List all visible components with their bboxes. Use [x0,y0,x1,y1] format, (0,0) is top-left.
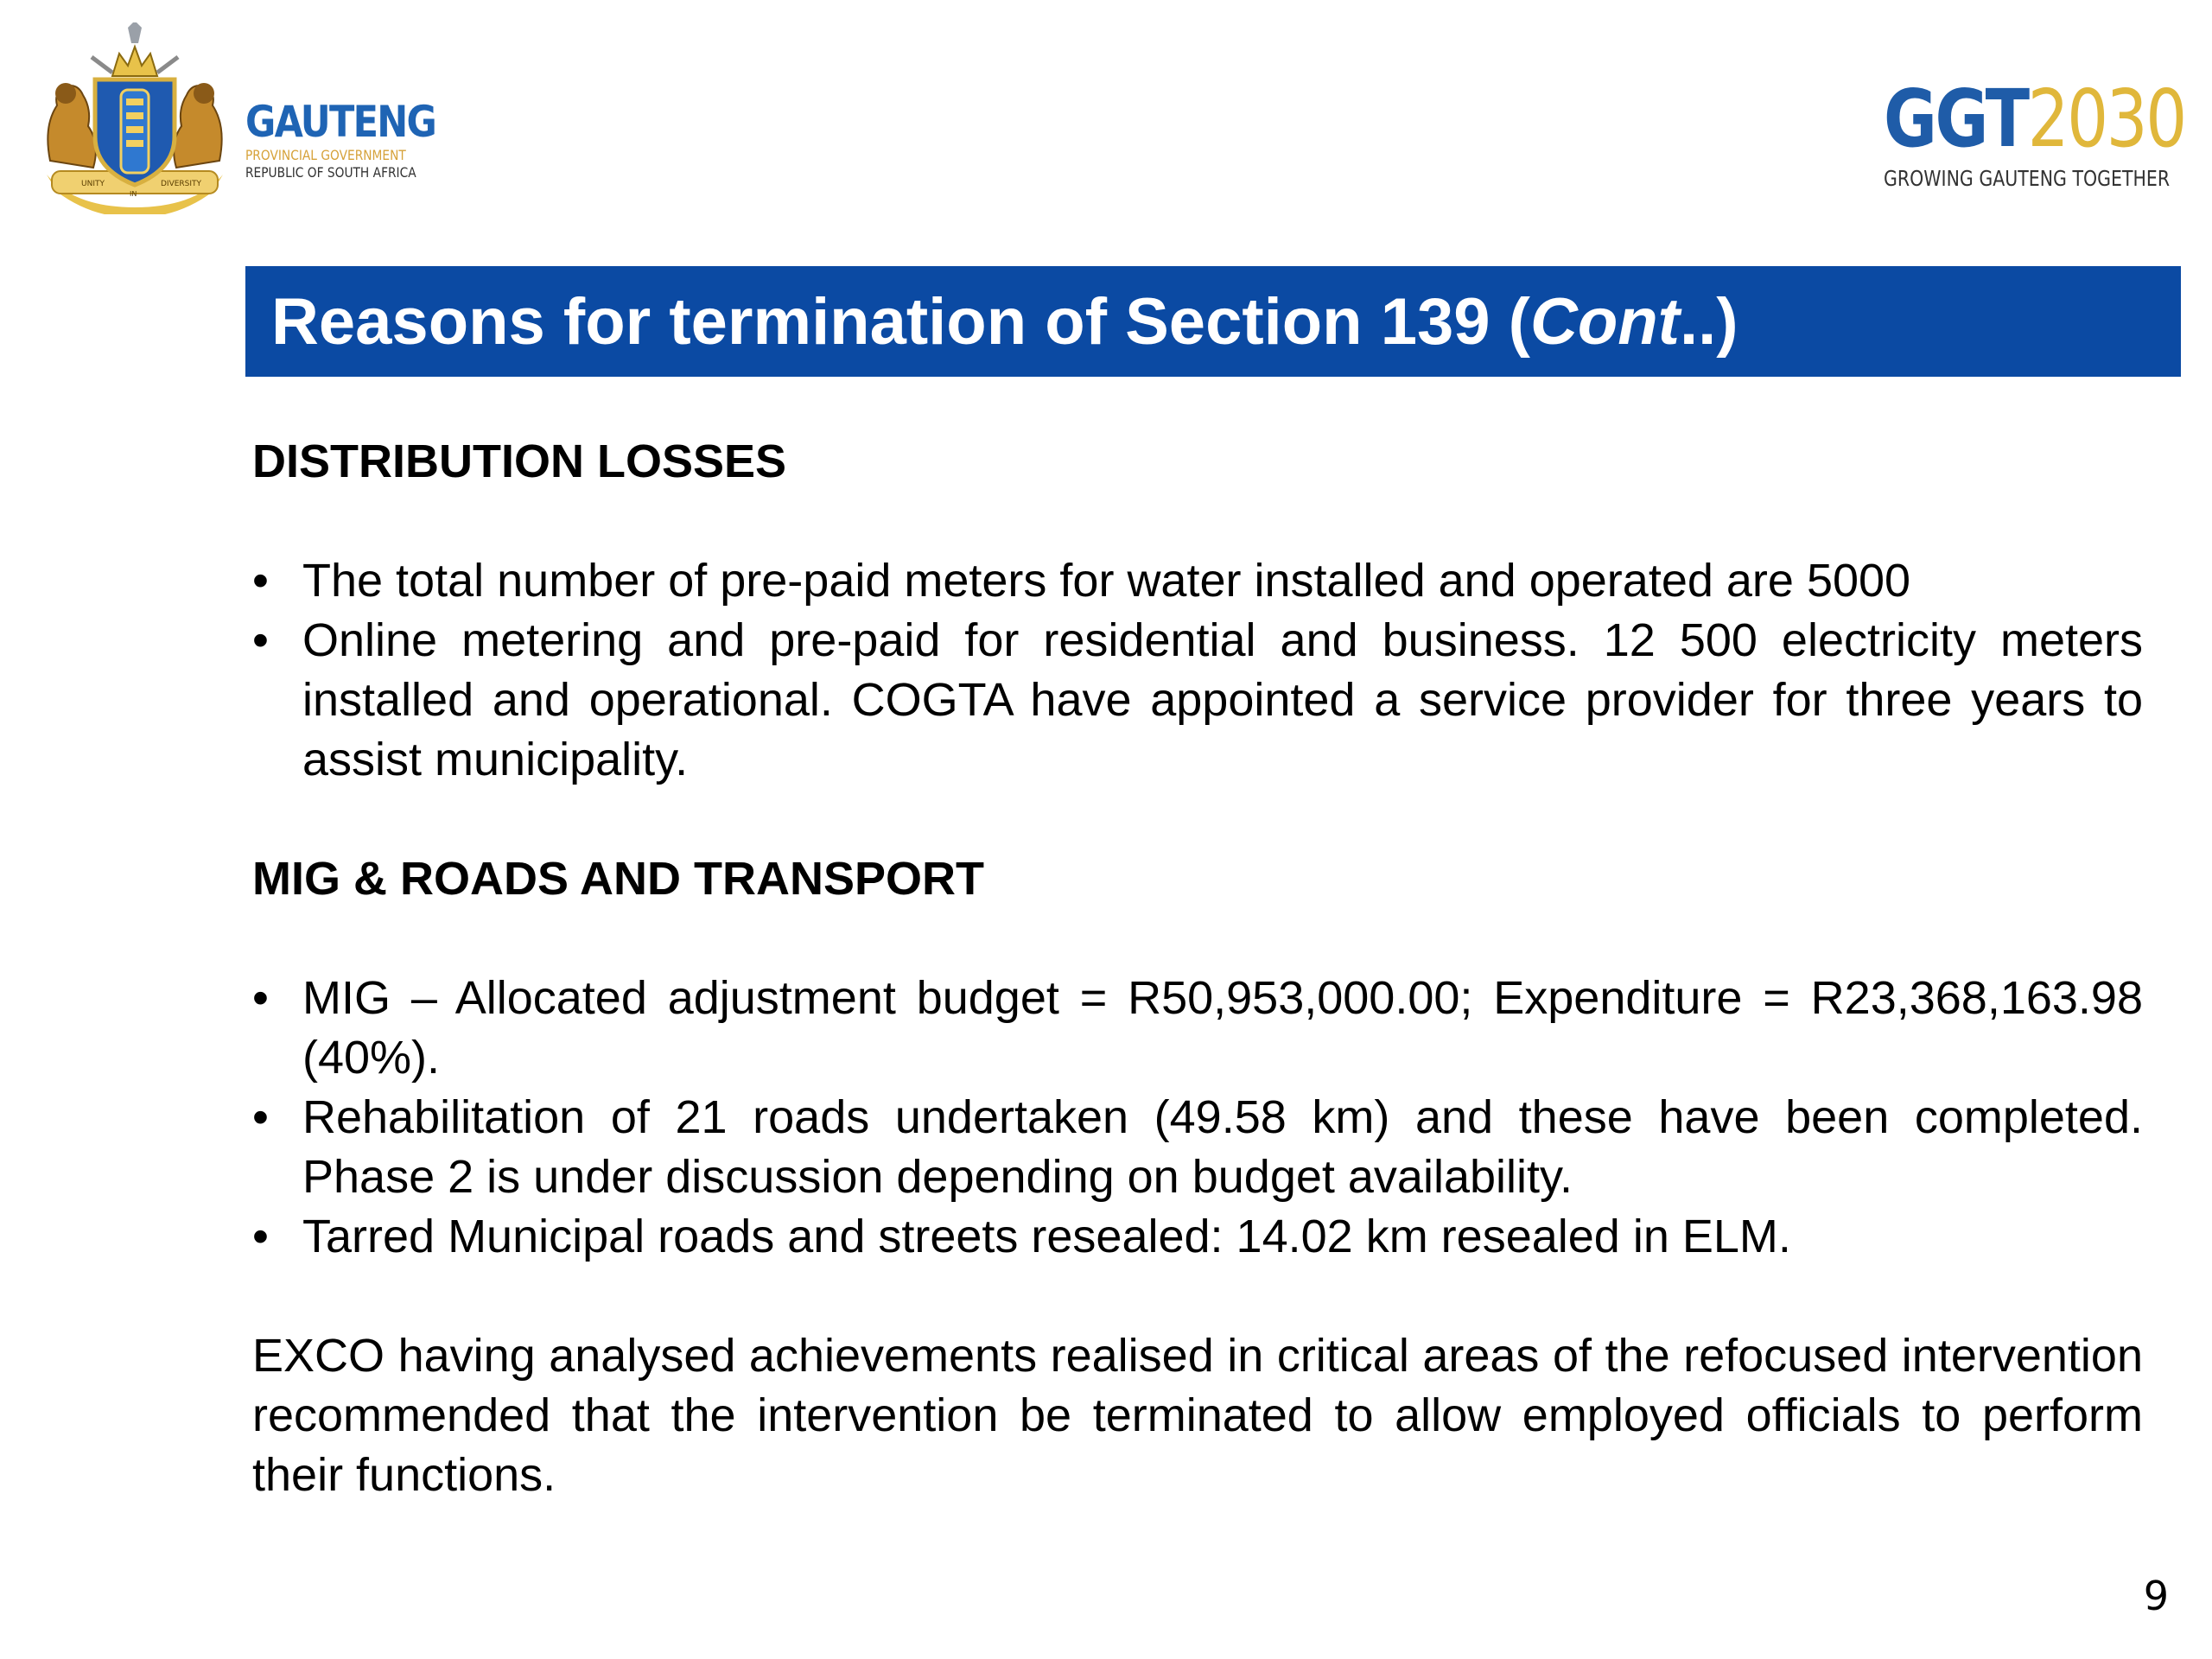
svg-text:UNITY: UNITY [81,180,105,188]
title-main: Reasons for termination of Section 139 ( [271,284,1530,359]
svg-text:DIVERSITY: DIVERSITY [161,180,202,188]
org-name: GAUTENG [245,97,436,147]
list-item: • Rehabilitation of 21 roads undertaken (49.58 km) and these have been completed. Phase 2 is under discussion depending on budget availability. [252,1088,2143,1207]
org-name-block [245,99,453,181]
list-item: • Online metering and pre-paid for residential and business. 12 500 electricity meters installed and operational. COGTA have appointed a service provider for three years to assist municipality. [252,611,2143,790]
brand-tagline: GROWING GAUTENG TOGETHER [1884,166,2171,191]
title-end: ..) [1680,284,1738,359]
section-heading: DISTRIBUTION LOSSES [252,435,787,487]
ggt2030-logo [1884,73,2185,191]
list-item: • Tarred Municipal roads and streets resealed: 14.02 km resealed in ELM. [252,1207,2143,1267]
bullet-list [252,969,2143,1267]
list-item: • The total number of pre-paid meters for water installed and operated are 5000 [252,551,2143,611]
page-number: 9 [2143,1573,2169,1619]
brand-mark [1884,73,2185,165]
section-heading: MIG & ROADS AND TRANSPORT [252,853,984,905]
slide-title [245,266,2181,377]
brand-mark-part2: 2030 [2027,73,2185,165]
gauteng-logo [40,22,437,214]
title-italic: Cont [1529,284,1680,359]
org-country: REPUBLIC OF SOUTH AFRICA [245,164,416,181]
list-item: • MIG – Allocated adjustment budget = R50,953,000.00; Expenditure = R23,368,163.98 (40%). [252,969,2143,1088]
conclusion-paragraph: EXCO having analysed achievements realised in critical areas of the refocused intervention recommended that the intervention be terminated to allow employed officials to perform their functions. [252,1330,2143,1501]
svg-text:IN: IN [130,190,137,198]
bullet-list [252,551,2143,790]
coat-of-arms-icon [40,22,230,214]
org-subtitle: PROVINCIAL GOVERNMENT [245,147,406,163]
brand-mark-part1: GGT [1884,73,2028,165]
slide-body [252,432,2143,1505]
